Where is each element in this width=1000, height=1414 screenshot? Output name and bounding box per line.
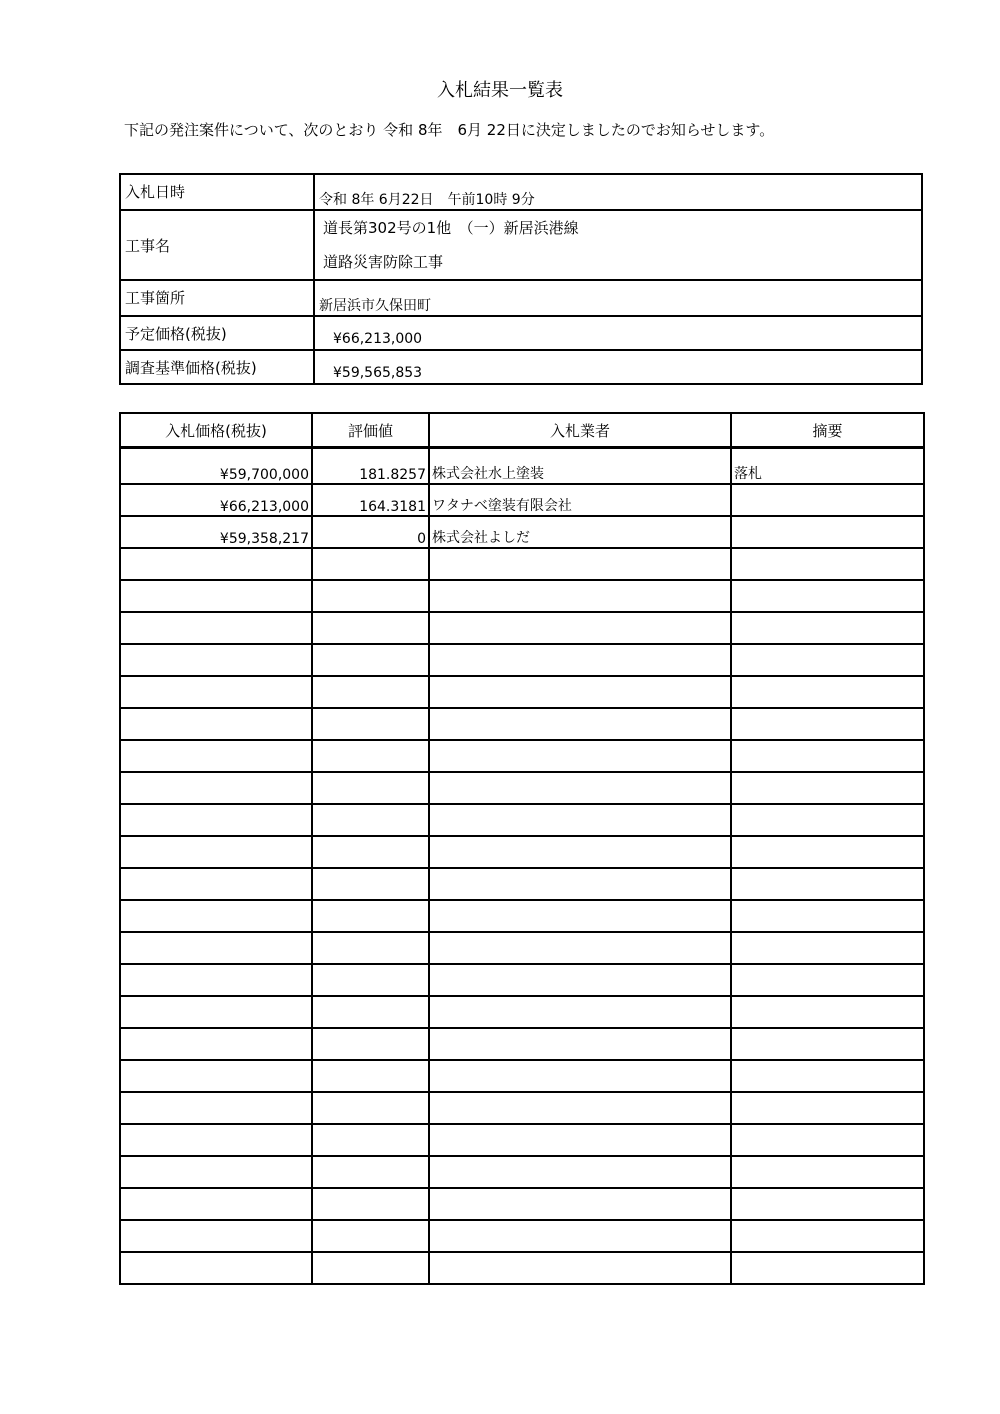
empty-cell bbox=[312, 868, 429, 900]
table-row bbox=[120, 448, 924, 485]
bid-price: ¥66,213,000 bbox=[120, 484, 312, 516]
score: 0 bbox=[312, 516, 429, 548]
empty-cell bbox=[120, 580, 312, 612]
score: 181.8257 bbox=[312, 448, 429, 485]
empty-cell bbox=[312, 932, 429, 964]
empty-row bbox=[120, 1028, 924, 1060]
info-row-datetime bbox=[120, 174, 922, 210]
empty-cell bbox=[731, 740, 924, 772]
empty-cell bbox=[120, 772, 312, 804]
empty-cell bbox=[120, 1092, 312, 1124]
empty-row bbox=[120, 1252, 924, 1284]
empty-row bbox=[120, 1188, 924, 1220]
empty-cell bbox=[731, 836, 924, 868]
empty-cell bbox=[731, 932, 924, 964]
score: 164.3181 bbox=[312, 484, 429, 516]
empty-cell bbox=[120, 1220, 312, 1252]
empty-row bbox=[120, 772, 924, 804]
empty-cell bbox=[731, 612, 924, 644]
empty-cell bbox=[312, 1252, 429, 1284]
empty-cell bbox=[120, 964, 312, 996]
empty-cell bbox=[731, 676, 924, 708]
empty-row bbox=[120, 868, 924, 900]
table-row bbox=[120, 484, 924, 516]
empty-cell bbox=[731, 708, 924, 740]
info-value-line: 道路災害防除工事 bbox=[323, 253, 444, 271]
empty-cell bbox=[120, 804, 312, 836]
empty-cell bbox=[429, 836, 731, 868]
header-note: 摘要 bbox=[731, 413, 924, 448]
empty-cell bbox=[429, 1188, 731, 1220]
empty-cell bbox=[120, 868, 312, 900]
empty-cell bbox=[429, 1252, 731, 1284]
empty-cell bbox=[429, 1060, 731, 1092]
empty-cell bbox=[120, 932, 312, 964]
empty-cell bbox=[120, 1188, 312, 1220]
empty-cell bbox=[312, 900, 429, 932]
empty-cell bbox=[312, 1060, 429, 1092]
empty-cell bbox=[731, 548, 924, 580]
info-value: 新居浜市久保田町 bbox=[314, 280, 922, 316]
info-row-location bbox=[120, 280, 922, 316]
empty-cell bbox=[120, 612, 312, 644]
empty-cell bbox=[312, 548, 429, 580]
empty-cell bbox=[731, 1028, 924, 1060]
empty-cell bbox=[312, 1220, 429, 1252]
empty-cell bbox=[429, 1124, 731, 1156]
empty-cell bbox=[312, 1028, 429, 1060]
empty-row bbox=[120, 708, 924, 740]
empty-row bbox=[120, 900, 924, 932]
empty-cell bbox=[312, 580, 429, 612]
empty-row bbox=[120, 932, 924, 964]
empty-cell bbox=[429, 900, 731, 932]
empty-cell bbox=[312, 1124, 429, 1156]
results-header-row bbox=[120, 413, 924, 448]
empty-cell bbox=[312, 836, 429, 868]
info-label: 予定価格(税抜) bbox=[120, 316, 314, 350]
empty-cell bbox=[731, 804, 924, 836]
empty-cell bbox=[312, 644, 429, 676]
empty-row bbox=[120, 548, 924, 580]
note: 落札 bbox=[731, 448, 924, 485]
empty-cell bbox=[120, 1060, 312, 1092]
empty-cell bbox=[120, 644, 312, 676]
empty-cell bbox=[120, 548, 312, 580]
empty-row bbox=[120, 996, 924, 1028]
empty-cell bbox=[312, 964, 429, 996]
empty-cell bbox=[429, 772, 731, 804]
info-value: ¥66,213,000 bbox=[314, 316, 922, 350]
empty-cell bbox=[731, 1188, 924, 1220]
empty-cell bbox=[429, 964, 731, 996]
empty-cell bbox=[429, 676, 731, 708]
empty-cell bbox=[429, 932, 731, 964]
empty-row bbox=[120, 1156, 924, 1188]
empty-cell bbox=[731, 1220, 924, 1252]
empty-cell bbox=[429, 1028, 731, 1060]
empty-cell bbox=[429, 580, 731, 612]
bid-info-table bbox=[119, 173, 923, 385]
empty-row bbox=[120, 804, 924, 836]
empty-cell bbox=[731, 1252, 924, 1284]
empty-cell bbox=[429, 612, 731, 644]
empty-cell bbox=[312, 740, 429, 772]
empty-cell bbox=[312, 772, 429, 804]
empty-cell bbox=[312, 804, 429, 836]
info-value: ¥59,565,853 bbox=[314, 350, 922, 384]
empty-cell bbox=[120, 1252, 312, 1284]
empty-cell bbox=[731, 1060, 924, 1092]
intro-text: 下記の発注案件について、次のとおり 令和 8年 6月 22日に決定しましたのでお知らせします。 bbox=[124, 121, 775, 139]
empty-cell bbox=[312, 1156, 429, 1188]
bid-price: ¥59,358,217 bbox=[120, 516, 312, 548]
empty-cell bbox=[429, 1092, 731, 1124]
table-row bbox=[120, 516, 924, 548]
empty-cell bbox=[429, 548, 731, 580]
empty-cell bbox=[731, 1156, 924, 1188]
empty-cell bbox=[429, 1156, 731, 1188]
bidder: 株式会社よしだ bbox=[429, 516, 731, 548]
info-row-project-name bbox=[120, 210, 922, 280]
info-label: 工事名 bbox=[120, 210, 314, 280]
empty-cell bbox=[731, 644, 924, 676]
info-row-planned-price bbox=[120, 316, 922, 350]
empty-row bbox=[120, 676, 924, 708]
empty-cell bbox=[312, 1092, 429, 1124]
empty-row bbox=[120, 580, 924, 612]
header-bid-price: 入札価格(税抜) bbox=[120, 413, 312, 448]
empty-row bbox=[120, 964, 924, 996]
empty-cell bbox=[120, 1156, 312, 1188]
note bbox=[731, 484, 924, 516]
info-label: 工事箇所 bbox=[120, 280, 314, 316]
empty-rows bbox=[120, 548, 924, 1284]
empty-cell bbox=[429, 1220, 731, 1252]
empty-cell bbox=[731, 772, 924, 804]
empty-cell bbox=[120, 708, 312, 740]
empty-cell bbox=[429, 996, 731, 1028]
empty-cell bbox=[120, 1028, 312, 1060]
empty-cell bbox=[731, 996, 924, 1028]
bid-price: ¥59,700,000 bbox=[120, 448, 312, 485]
empty-cell bbox=[312, 708, 429, 740]
empty-row bbox=[120, 1220, 924, 1252]
empty-row bbox=[120, 740, 924, 772]
bid-results-table bbox=[119, 412, 925, 1285]
page-title: 入札結果一覧表 bbox=[437, 80, 563, 101]
empty-row bbox=[120, 1060, 924, 1092]
note bbox=[731, 516, 924, 548]
empty-row bbox=[120, 644, 924, 676]
empty-row bbox=[120, 1092, 924, 1124]
info-value-line: 道長第302号の1他 （一）新居浜港線 bbox=[323, 219, 579, 237]
empty-cell bbox=[731, 580, 924, 612]
empty-row bbox=[120, 836, 924, 868]
empty-cell bbox=[429, 644, 731, 676]
empty-cell bbox=[731, 964, 924, 996]
empty-cell bbox=[312, 676, 429, 708]
empty-cell bbox=[731, 1092, 924, 1124]
empty-cell bbox=[312, 612, 429, 644]
empty-cell bbox=[120, 836, 312, 868]
info-label: 入札日時 bbox=[120, 174, 314, 210]
empty-cell bbox=[120, 900, 312, 932]
info-row-survey-price bbox=[120, 350, 922, 384]
empty-cell bbox=[120, 996, 312, 1028]
bidder: ワタナベ塗装有限会社 bbox=[429, 484, 731, 516]
info-value: 令和 8年 6月22日 午前10時 9分 bbox=[314, 174, 922, 210]
info-value bbox=[314, 210, 922, 280]
empty-cell bbox=[731, 900, 924, 932]
empty-cell bbox=[731, 1124, 924, 1156]
empty-cell bbox=[312, 996, 429, 1028]
empty-cell bbox=[731, 868, 924, 900]
empty-cell bbox=[120, 1124, 312, 1156]
info-label: 調査基準価格(税抜) bbox=[120, 350, 314, 384]
empty-cell bbox=[429, 868, 731, 900]
empty-cell bbox=[429, 740, 731, 772]
empty-row bbox=[120, 612, 924, 644]
bidder: 株式会社水上塗装 bbox=[429, 448, 731, 485]
empty-cell bbox=[312, 1188, 429, 1220]
empty-cell bbox=[120, 740, 312, 772]
empty-row bbox=[120, 1124, 924, 1156]
empty-cell bbox=[429, 804, 731, 836]
header-bidder: 入札業者 bbox=[429, 413, 731, 448]
empty-cell bbox=[429, 708, 731, 740]
empty-cell bbox=[120, 676, 312, 708]
header-score: 評価値 bbox=[312, 413, 429, 448]
